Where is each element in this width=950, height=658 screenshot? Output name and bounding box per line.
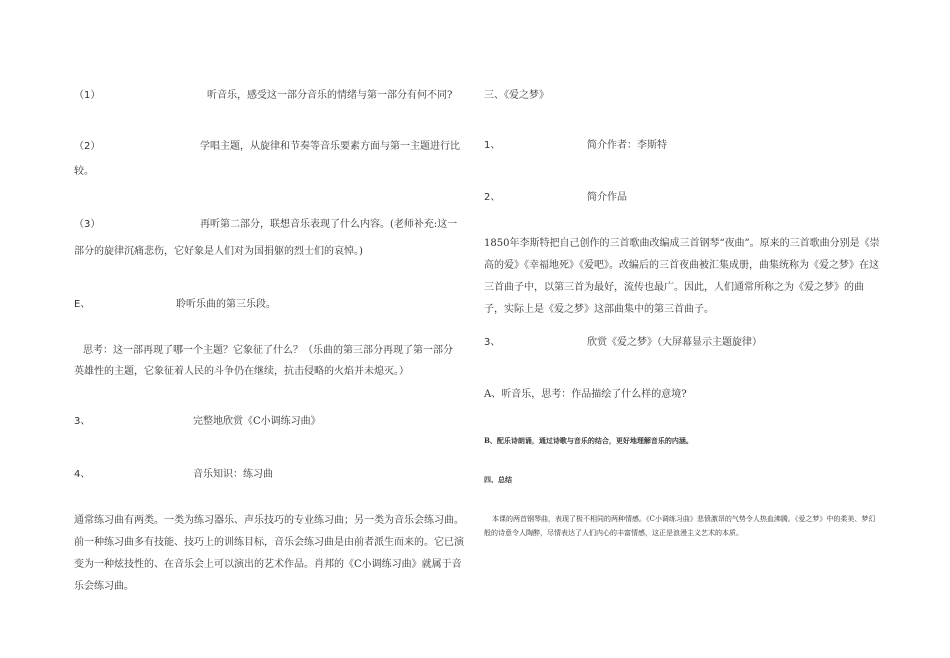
activity-b: B、配乐诗朗诵，通过诗歌与音乐的结合，更好地理解音乐的内涵。 <box>484 436 693 445</box>
item-1-text: 听音乐，感受这一部分音乐的情绪与第一部分有何不同? <box>207 90 453 101</box>
right-item-1-text: 简介作者：李斯特 <box>587 140 667 151</box>
right-item-2-number: 2、 <box>484 192 501 203</box>
section-4-number: 4、 <box>74 469 91 480</box>
activity-a: A、听音乐，思考：作品描绘了什么样的意境? <box>484 389 687 400</box>
right-item-3-text: 欣赏《爱之梦》（大屏幕显示主题旋律） <box>587 337 762 348</box>
section-title-liebestraum: 三、《爱之梦》 <box>484 90 549 101</box>
item-2-number: （2） <box>74 141 101 152</box>
works-paragraph: 1850年李斯特把自己创作的三首歌曲改编成三首钢琴“夜曲”。原来的三首歌曲分别是《崇高的爱》《幸福地死》《爱吧》。改编后的三首夜曲被汇集成册，曲集统称为《爱之梦》在这三首曲子中，以第三首为最好，流传也最广。因此，人们通常所称之为《爱之梦》的曲子，实际上是《爱之梦》这部曲集中的第三首曲子。 <box>484 238 880 315</box>
section-3-number: 3、 <box>74 416 91 427</box>
think-question: 思考：这一部再现了哪一个主题？它象征了什么？（乐曲的第三部分再现了第一部分 <box>83 345 453 356</box>
item-3-number: （3） <box>74 219 101 230</box>
summary-title: 四、总结 <box>484 475 512 484</box>
right-item-2-text: 简介作品 <box>587 192 627 203</box>
etude-paragraph: 通常练习曲有两类。一类为练习器乐、声乐技巧的专业练习曲；另一类为音乐会练习曲。前一种练习曲多有技能、技巧上的训练目标，音乐会练习曲是由前者派生而来的。它已演变为一种炫技性的、在音乐会上可以演出的艺术作品。肖邦的《C小调练习曲》就属于音乐会练习曲。 <box>74 515 464 592</box>
section-4-text: 音乐知识：练习曲 <box>193 469 273 480</box>
item-1-number: （1） <box>74 90 101 101</box>
item-e-text: 聆听乐曲的第三乐段。 <box>176 299 276 310</box>
item-2-text-cont: 较。 <box>74 166 94 177</box>
think-answer: 英雄性的主题，它象征着人民的斗争仍在继续，抗击侵略的火焰并未熄灭。） <box>74 366 409 377</box>
item-3-text: 再听第二部分，联想音乐表现了什么内容。(老师补充:这一 <box>200 219 458 230</box>
section-3-text: 完整地欣赏《C小调练习曲》 <box>193 416 321 427</box>
item-3-text-cont: 部分的旋律沉痛悲伤，它好象是人们对为国捐躯的烈士们的哀悼。) <box>74 246 363 257</box>
right-item-3-number: 3、 <box>484 337 501 348</box>
right-item-1-number: 1、 <box>484 140 501 151</box>
item-e-number: E、 <box>74 299 91 310</box>
item-2-text: 学唱主题，从旋律和节奏等音乐要素方面与第一主题进行比 <box>200 141 460 152</box>
summary-text: 本课的两首钢琴曲，表现了极不相同的两种情感。《C小调练习曲》悲愤激昂的气势令人热血沸腾。《爱之梦》中的柔美、梦幻般的诗意令人陶醉，尽情表达了人们内心的丰富情感，这正是浪漫主义艺术的本质。 <box>484 515 876 537</box>
